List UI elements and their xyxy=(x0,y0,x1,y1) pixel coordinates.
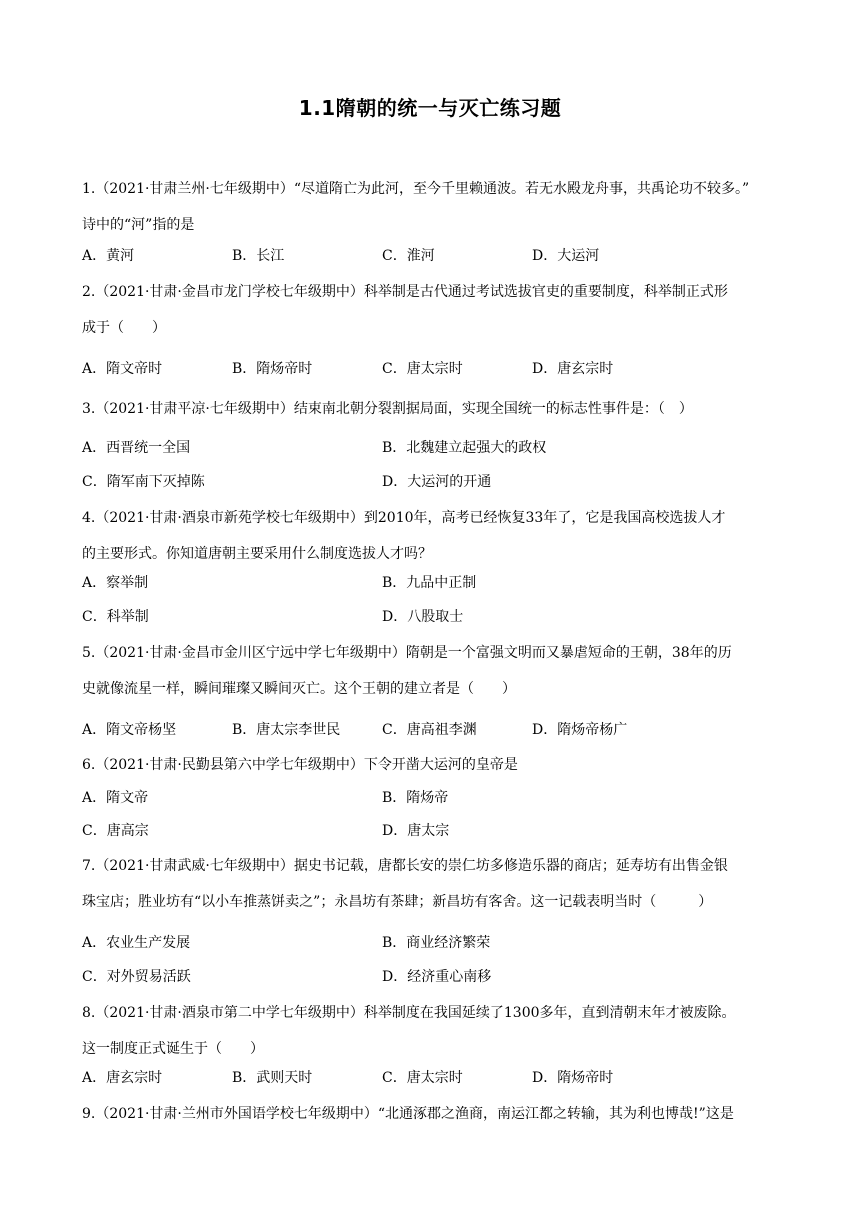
question-6 xyxy=(82,747,782,783)
question-2 xyxy=(82,274,782,346)
option-b: B．武则天时 xyxy=(232,1070,313,1086)
option-d: D．唐太宗 xyxy=(382,823,450,839)
question-3-line-1: 3.（2021·甘肃平凉·七年级期中）结束南北朝分裂割据局面，实现全国统一的标志性事件是：（ ） xyxy=(82,401,693,417)
question-4-options-row-2 xyxy=(82,601,782,633)
question-3 xyxy=(82,391,782,427)
question-8-line-1: 8.（2021·甘肃·酒泉市第二中学七年级期中）科举制度在我国延续了1300多年，直到清朝末年才被废除。 xyxy=(82,1005,736,1021)
question-7-line-1: 7.（2021·甘肃武威·七年级期中）据史书记载，唐都长安的崇仁坊多修造乐器的商店；延寿坊有出售金银 xyxy=(82,858,728,874)
question-8-line-2: 这一制度正式诞生于（ ） xyxy=(82,1041,264,1057)
option-b: B．长江 xyxy=(232,248,285,264)
option-d: D．唐玄宗时 xyxy=(532,361,614,377)
question-5 xyxy=(82,635,782,707)
option-a: A．察举制 xyxy=(82,575,149,591)
question-1-line-2: 诗中的“河”指的是 xyxy=(82,217,195,233)
option-d: D．大运河 xyxy=(532,248,600,264)
option-a: A．农业生产发展 xyxy=(82,935,191,951)
option-c: C．唐高宗 xyxy=(82,823,149,839)
option-c: C．淮河 xyxy=(382,248,435,264)
option-b: B．北魏建立起强大的政权 xyxy=(382,440,547,456)
question-1 xyxy=(82,171,782,243)
option-d: D．大运河的开通 xyxy=(382,474,492,490)
question-8-options xyxy=(82,1062,782,1094)
option-c: C．唐太宗时 xyxy=(382,1070,463,1086)
question-5-options xyxy=(82,714,782,746)
question-4 xyxy=(82,500,782,572)
question-8 xyxy=(82,995,782,1067)
option-c: C．科举制 xyxy=(82,609,149,625)
option-c: C．隋军南下灭掉陈 xyxy=(82,474,205,490)
question-7-line-2: 珠宝店；胜业坊有“以小车推蒸饼卖之”；永昌坊有茶肆；新昌坊有客舍。这一记载表明当时（ ） xyxy=(82,894,713,910)
question-6-line-1: 6.（2021·甘肃·民勤县第六中学七年级期中）下令开凿大运河的皇帝是 xyxy=(82,757,518,773)
option-d: D．八股取士 xyxy=(382,609,464,625)
question-7-options-row-1 xyxy=(82,927,782,959)
question-2-line-2: 成于（ ） xyxy=(82,320,166,336)
option-a: A．黄河 xyxy=(82,248,135,264)
option-a: A．西晋统一全国 xyxy=(82,440,191,456)
question-5-line-1: 5.（2021·甘肃·金昌市金川区宁远中学七年级期中）隋朝是一个富强文明而又暴虐短命的王朝，38年的历 xyxy=(82,645,732,661)
question-5-line-2: 史就像流星一样，瞬间璀璨又瞬间灭亡。这个王朝的建立者是（ ） xyxy=(82,681,516,697)
option-d: D．经济重心南移 xyxy=(382,969,492,985)
option-c: C．唐太宗时 xyxy=(382,361,463,377)
option-d: D．隋炀帝时 xyxy=(532,1070,614,1086)
question-9-line-1: 9.（2021·甘肃·兰州市外国语学校七年级期中）“北通涿郡之渔商，南运江都之转输，其为利也博哉!”这是 xyxy=(82,1106,734,1122)
option-a: A．隋文帝 xyxy=(82,790,149,806)
question-2-options xyxy=(82,353,782,385)
option-b: B．隋炀帝时 xyxy=(232,361,313,377)
question-4-line-2: 的主要形式。你知道唐朝主要采用什么制度选拔人才吗？ xyxy=(82,546,432,562)
option-c: C．对外贸易活跃 xyxy=(82,969,191,985)
option-b: B．唐太宗李世民 xyxy=(232,722,341,738)
option-b: B．隋炀帝 xyxy=(382,790,449,806)
option-a: A．唐玄宗时 xyxy=(82,1070,163,1086)
document-title: 1.1隋朝的统一与灭亡练习题 xyxy=(298,96,562,120)
question-6-options-row-2 xyxy=(82,815,782,847)
question-7 xyxy=(82,848,782,920)
question-1-options xyxy=(82,240,782,272)
question-1-line-1: 1.（2021·甘肃兰州·七年级期中）“尽道隋亡为此河，至今千里赖通波。若无水殿龙舟事，共禹论功不较多。” xyxy=(82,181,750,197)
option-a: A．隋文帝时 xyxy=(82,361,163,377)
option-d: D．隋炀帝杨广 xyxy=(532,722,628,738)
question-3-options-row-2 xyxy=(82,466,782,498)
question-4-options-row-1 xyxy=(82,567,782,599)
question-3-options-row-1 xyxy=(82,432,782,464)
option-c: C．唐高祖李渊 xyxy=(382,722,477,738)
question-6-options-row-1 xyxy=(82,782,782,814)
question-9 xyxy=(82,1096,782,1132)
option-b: B．九品中正制 xyxy=(382,575,477,591)
question-7-options-row-2 xyxy=(82,961,782,993)
option-b: B．商业经济繁荣 xyxy=(382,935,491,951)
option-a: A．隋文帝杨坚 xyxy=(82,722,177,738)
question-4-line-1: 4.（2021·甘肃·酒泉市新苑学校七年级期中）到2010年，高考已经恢复33年了，它是我国高校选拔人才 xyxy=(82,510,726,526)
question-2-line-1: 2.（2021·甘肃·金昌市龙门学校七年级期中）科举制是古代通过考试选拔官吏的重要制度，科举制正式形 xyxy=(82,284,728,300)
